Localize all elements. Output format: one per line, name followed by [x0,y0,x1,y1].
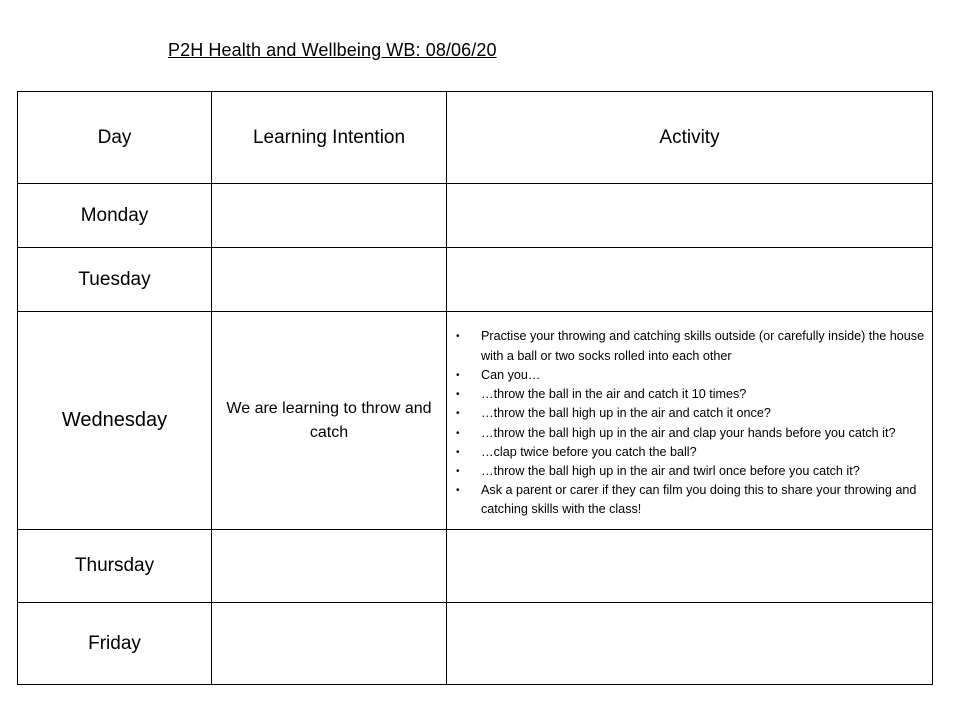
thursday-learning-intention [212,530,447,603]
list-item [447,404,926,423]
list-item-text: …throw the ball high up in the air and catch it once? [481,406,771,421]
bullet-icon: • [456,427,460,439]
bullet-icon: • [456,465,460,477]
day-tuesday: Tuesday [18,248,212,312]
list-item-text: Practise your throwing and catching skills outside (or carefully inside) the house with a ball or two socks rolled into each other [481,329,925,363]
list-item [447,385,926,404]
weekly-plan-table [17,91,933,685]
bullet-icon: • [456,485,460,497]
friday-activity [447,603,933,685]
list-item-text: …clap twice before you catch the ball? [481,444,697,459]
bullet-icon: • [456,408,460,420]
list-item-text: …throw the ball in the air and catch it 10 times? [481,387,747,402]
tuesday-activity [447,248,933,312]
wednesday-learning-intention: We are learning to throw and catch [212,312,447,530]
friday-learning-intention [212,603,447,685]
table-row [18,312,933,530]
table-row [18,530,933,603]
bullet-icon: • [456,331,460,343]
list-item-text: …throw the ball high up in the air and clap your hands before you catch it? [481,425,896,440]
wednesday-activity [447,312,933,530]
monday-activity [447,184,933,248]
day-thursday: Thursday [18,530,212,603]
bullet-icon: • [456,389,460,401]
header-learning-intention: Learning Intention [212,92,447,184]
day-monday: Monday [18,184,212,248]
title-text: Health and Wellbeing WB: 08/06/20 [203,40,497,60]
day-friday: Friday [18,603,212,685]
thursday-activity [447,530,933,603]
page-title [168,40,497,61]
list-item-text: …throw the ball high up in the air and twirl once before you catch it? [481,463,860,478]
header-activity: Activity [447,92,933,184]
list-item [447,443,926,462]
bullet-icon: • [456,446,460,458]
table-row [18,248,933,312]
list-item [447,481,926,519]
table-row [18,603,933,685]
list-item [447,462,926,481]
list-item [447,424,926,443]
monday-learning-intention [212,184,447,248]
activity-list [447,327,926,519]
list-item-text: Ask a parent or carer if they can film you doing this to share your throwing and catching skills with the class! [481,483,917,517]
header-row [18,92,933,184]
header-day: Day [18,92,212,184]
list-item [447,327,926,365]
class-code: P2H [168,40,204,60]
day-wednesday: Wednesday [18,312,212,530]
table-row [18,184,933,248]
list-item [447,366,926,385]
list-item-text: Can you… [481,367,541,382]
tuesday-learning-intention [212,248,447,312]
bullet-icon: • [456,369,460,381]
